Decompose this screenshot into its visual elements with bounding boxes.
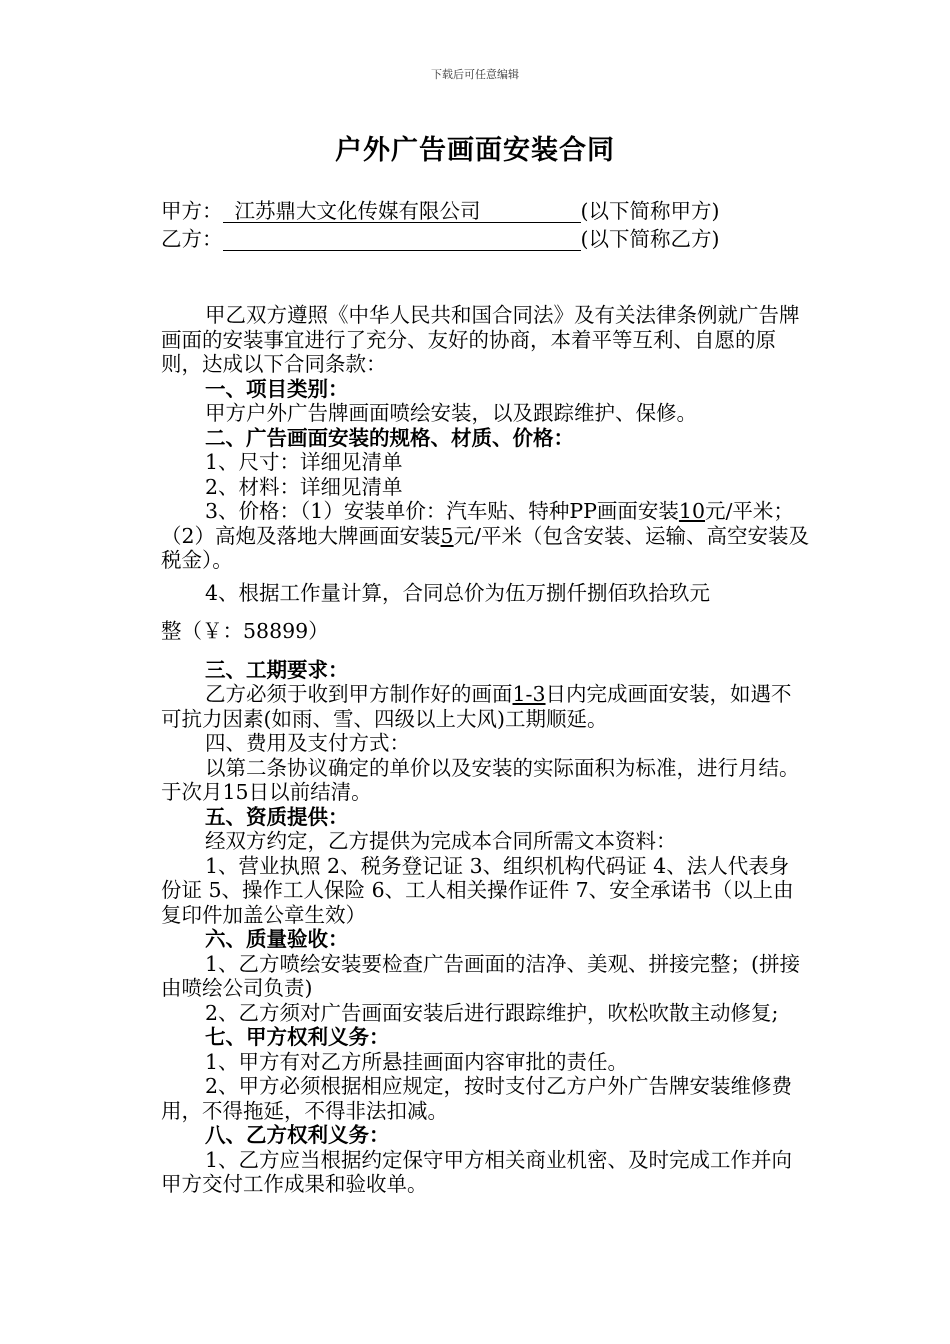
section-4-text: 以第二条协议确定的单价以及安装的实际面积为标准，进行月结。于次月15日以前结清。 (161, 755, 800, 804)
section-5-text-1: 经双方约定，乙方提供为完成本合同所需文本资料： (205, 829, 677, 853)
section-6-item-1: 1、乙方喷绘安装要检查广告画面的洁净、美观、拼接完整；(拼接由喷绘公司负责) (161, 951, 801, 1000)
section-2-total: 整（￥：58899） (161, 619, 329, 643)
section-2-item-3: 3、价格：（1）安装单价：汽车贴、特种PP画面安装10元/平米；（2）高炮及落地大牌画面安装5元/平米（包含安装、运输、高空安装及税金）。 (161, 499, 809, 572)
section-2-heading: 二、广告画面安装的规格、材质、价格： (205, 425, 574, 450)
header-note: 下载后可任意编辑 (431, 68, 519, 81)
section-7-item-1: 1、甲方有对乙方所悬挂画面内容审批的责任。 (205, 1049, 629, 1074)
section-5-heading: 五、资质提供： (205, 804, 349, 829)
section-2-item-1: 1、尺寸：详细见清单 (205, 450, 403, 474)
party-a-label: 甲方： (161, 198, 223, 223)
section-1-text: 甲方户外广告牌画面喷绘安装，以及跟踪维护、保修。 (205, 401, 697, 425)
party-b-suffix: (以下简称乙方) (580, 226, 720, 251)
section-7-item-2: 2、甲方必须根据相应规定，按时支付乙方户外广告牌安装维修费用，不得拖延，不得非法扣减。 (161, 1074, 793, 1123)
contract-body (161, 195, 809, 1197)
section-6-item-2: 2、乙方须对广告画面安装后进行跟踪维护，吹松吹散主动修复; (205, 1000, 779, 1025)
section-6-heading: 六、质量验收： (205, 927, 349, 951)
party-b-name-field (223, 227, 581, 251)
party-b-label: 乙方： (161, 226, 223, 251)
party-a-line (161, 195, 809, 223)
section-3-heading: 三、工期要求： (205, 657, 349, 682)
unit-price-2: 5 (440, 523, 454, 548)
section-8-heading: 八、乙方权利义务： (205, 1123, 390, 1147)
section-7-heading: 七、甲方权利义务： (205, 1025, 390, 1049)
intro-paragraph: 甲乙双方遵照《中华人民共和国合同法》及有关法律条例就广告牌画面的安装事宜进行了充分、友好的协商，本着平等互利、自愿的原则，达成以下合同条款： (161, 303, 800, 376)
party-a-suffix: (以下简称甲方) (580, 198, 720, 223)
section-1-heading: 一、项目类别： (205, 376, 349, 401)
section-8-item-1: 1、乙方应当根据约定保守甲方相关商业机密、及时完成工作并向甲方交付工作成果和验收单。 (161, 1147, 793, 1196)
document-title: 户外广告画面安装合同 (335, 135, 615, 166)
section-5-text-2: 1、营业执照 2、税务登记证 3、组织机构代码证 4、法人代表身份证 5、操作工人保险 6、工人相关操作证件 7、安全承诺书（以上由复印件加盖公章生效） (161, 853, 794, 927)
party-a-name-field: 江苏鼎大文化传媒有限公司 (223, 199, 581, 223)
section-2-item-4: 4、根据工作量计算，合同总价为伍万捌仟捌佰玖拾玖元 (205, 580, 711, 605)
duration-days: 1-3 (512, 682, 546, 706)
party-b-line (161, 223, 809, 251)
section-2-item-2: 2、材料：详细见清单 (205, 474, 403, 499)
unit-price-1: 10 (678, 499, 706, 523)
section-4-heading: 四、费用及支付方式： (205, 731, 410, 755)
section-3-text: 乙方必须于收到甲方制作好的画面1-3日内完成画面安装，如遇不可抗力因素(如雨、雪、四级以上大风)工期顺延。 (161, 682, 792, 731)
